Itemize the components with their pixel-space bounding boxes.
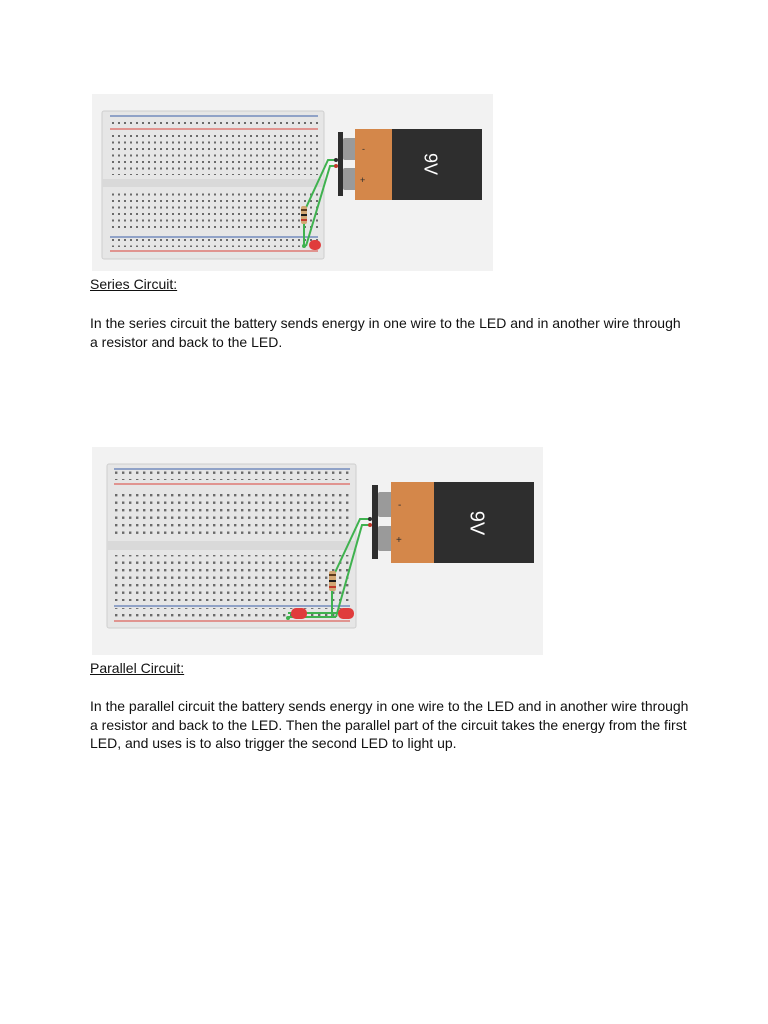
series-circuit-diagram [92, 94, 493, 271]
battery-minus-label: - [362, 144, 365, 154]
parallel-circuit-diagram [92, 447, 543, 655]
battery-clip [372, 485, 378, 559]
battery-minus-label: - [398, 500, 402, 511]
battery [355, 129, 482, 200]
led [309, 240, 321, 250]
battery-plus-label: + [360, 175, 366, 185]
series-circuit-heading: Series Circuit: [90, 276, 178, 292]
parallel-circuit-heading: Parallel Circuit: [90, 660, 185, 676]
battery-voltage-label: 9V [420, 152, 441, 176]
battery-clip [338, 132, 343, 196]
battery [391, 482, 534, 563]
battery-voltage-label: 9V [465, 510, 488, 536]
led-first [291, 608, 307, 619]
series-circuit-description: In the series circuit the battery sends energy in one wire to the LED and in another wire through a resistor and back to the LED. [90, 315, 681, 350]
led-second [338, 608, 354, 619]
series-circuit-svg [92, 94, 493, 271]
resistor [329, 571, 336, 591]
parallel-circuit-svg [92, 447, 543, 655]
resistor [301, 206, 307, 224]
parallel-circuit-description: In the parallel circuit the battery sends energy in one wire to the LED and in another wire through a resistor and back to the LED. Then the parallel part of the circuit takes the energy from the first LED, and uses is to also trigger the second LED to light up. [90, 698, 689, 751]
battery-plus-label: + [396, 535, 402, 546]
